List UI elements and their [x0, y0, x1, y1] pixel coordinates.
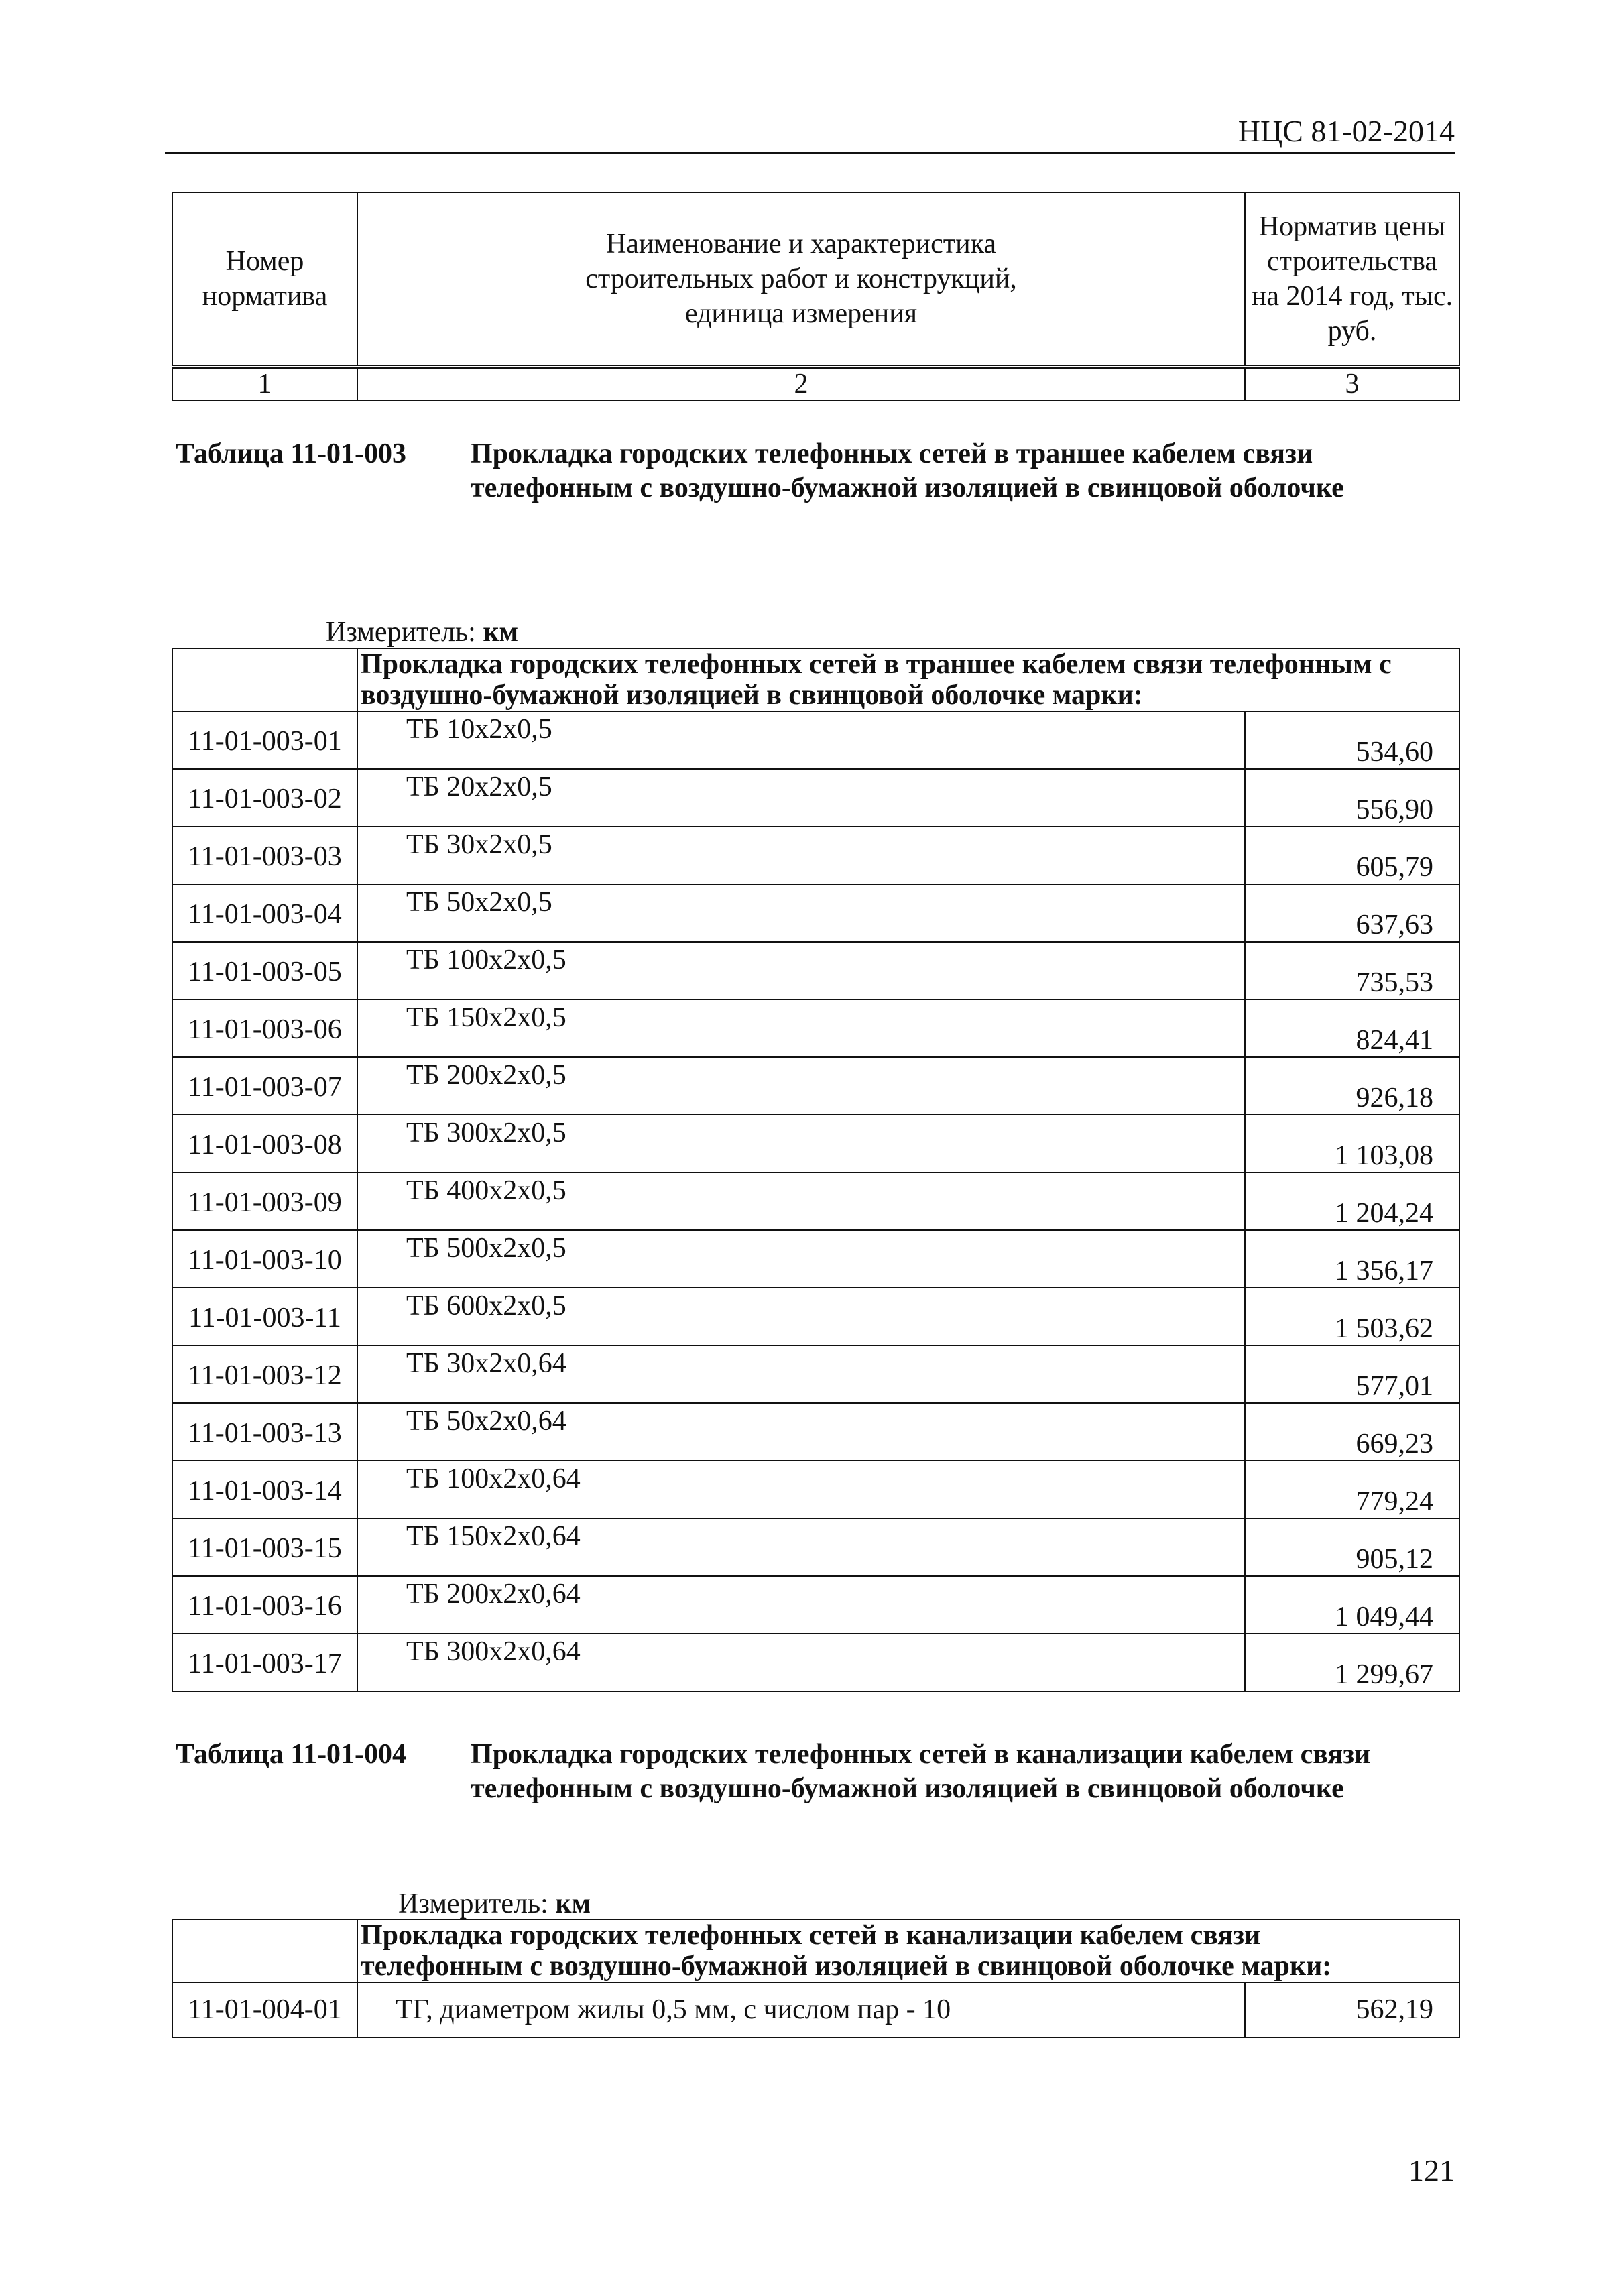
- row-name: ТГ, диаметром жилы 0,5 мм, с числом пар - 10: [357, 1982, 1245, 2037]
- row-code: 11-01-004-01: [172, 1982, 357, 2037]
- row-price: 669,23: [1245, 1403, 1459, 1461]
- row-code: 11-01-003-12: [172, 1345, 357, 1403]
- table2-group-blank: [172, 1919, 357, 1982]
- table1-group-title: Прокладка городских телефонных сетей в траншее кабелем связи телефонным с воздушно-бумажной изоляцией в свинцовой оболочке марки:: [357, 648, 1459, 711]
- table-row: [172, 1576, 1459, 1634]
- row-name: ТБ 200х2х0,5: [357, 1057, 1245, 1115]
- header-num-1: 1: [172, 367, 357, 400]
- table-row: [172, 769, 1459, 827]
- row-name: ТБ 100х2х0,64: [357, 1461, 1245, 1518]
- table2-meter: [398, 1887, 591, 1921]
- table-row: [172, 1634, 1459, 1691]
- header-col-price: Норматив цены строительства на 2014 год, тыс. руб.: [1245, 192, 1459, 367]
- table2-meter-unit: км: [555, 1888, 591, 1919]
- table1-meter-unit: км: [483, 617, 519, 648]
- table-row: [172, 884, 1459, 942]
- row-name: ТБ 300х2х0,64: [357, 1634, 1245, 1691]
- row-code: 11-01-003-14: [172, 1461, 357, 1518]
- row-price: 637,63: [1245, 884, 1459, 942]
- row-name: ТБ 500х2х0,5: [357, 1230, 1245, 1288]
- row-name: ТБ 30х2х0,5: [357, 827, 1245, 884]
- row-price: 1 299,67: [1245, 1634, 1459, 1691]
- row-price: 735,53: [1245, 942, 1459, 1000]
- table-row: [172, 1461, 1459, 1518]
- row-price: 556,90: [1245, 769, 1459, 827]
- row-name: ТБ 200х2х0,64: [357, 1576, 1245, 1634]
- header-num-3: 3: [1245, 367, 1459, 400]
- row-name: ТБ 400х2х0,5: [357, 1172, 1245, 1230]
- row-code: 11-01-003-01: [172, 711, 357, 769]
- row-code: 11-01-003-09: [172, 1172, 357, 1230]
- row-name: ТБ 10х2х0,5: [357, 711, 1245, 769]
- table-row: [172, 942, 1459, 1000]
- row-price: 779,24: [1245, 1461, 1459, 1518]
- table2-data: [172, 1919, 1460, 2038]
- row-name: ТБ 150х2х0,5: [357, 1000, 1245, 1057]
- row-price: 1 049,44: [1245, 1576, 1459, 1634]
- table1-meter: [326, 615, 518, 649]
- header-num-2: 2: [357, 367, 1245, 400]
- row-code: 11-01-003-17: [172, 1634, 357, 1691]
- table2-group-title: Прокладка городских телефонных сетей в канализации кабелем связи телефонным с воздушно-бумажной изоляцией в свинцовой оболочке марки:: [357, 1919, 1459, 1982]
- row-price: 605,79: [1245, 827, 1459, 884]
- row-code: 11-01-003-10: [172, 1230, 357, 1288]
- table-row: [172, 1172, 1459, 1230]
- table1-meter-label: Измеритель:: [326, 617, 476, 648]
- row-code: 11-01-003-11: [172, 1288, 357, 1345]
- table-row: [172, 711, 1459, 769]
- table1-title: Прокладка городских телефонных сетей в траншее кабелем связи телефонным с воздушно-бумажной изоляцией в свинцовой оболочке: [471, 438, 1344, 503]
- row-name: ТБ 100х2х0,5: [357, 942, 1245, 1000]
- table-row: [172, 1057, 1459, 1115]
- document-code: НЦС 81-02-2014: [1238, 114, 1455, 148]
- row-price: 562,19: [1245, 1982, 1459, 2037]
- table-row: [172, 1403, 1459, 1461]
- row-price: 824,41: [1245, 1000, 1459, 1057]
- table-row: [172, 1288, 1459, 1345]
- table1-group-blank: [172, 648, 357, 711]
- table-row: [172, 827, 1459, 884]
- row-name: ТБ 50х2х0,64: [357, 1403, 1245, 1461]
- row-price: 577,01: [1245, 1345, 1459, 1403]
- table-row: [172, 1982, 1459, 2037]
- row-price: 1 356,17: [1245, 1230, 1459, 1288]
- header-col-number: Номер норматива: [172, 192, 357, 367]
- table1-label: Таблица 11-01-003: [176, 438, 407, 469]
- row-code: 11-01-003-08: [172, 1115, 357, 1172]
- row-code: 11-01-003-02: [172, 769, 357, 827]
- row-code: 11-01-003-07: [172, 1057, 357, 1115]
- row-name: ТБ 600х2х0,5: [357, 1288, 1245, 1345]
- table2-title: Прокладка городских телефонных сетей в канализации кабелем связи телефонным с воздушно-бумажной изоляцией в свинцовой оболочке: [471, 1739, 1371, 1804]
- row-price: 905,12: [1245, 1518, 1459, 1576]
- row-price: 926,18: [1245, 1057, 1459, 1115]
- table-row: [172, 1000, 1459, 1057]
- header-col-description: Наименование и характеристика строительных работ и конструкций, единица измерения: [357, 192, 1245, 367]
- row-name: ТБ 50х2х0,5: [357, 884, 1245, 942]
- row-price: 534,60: [1245, 711, 1459, 769]
- row-code: 11-01-003-03: [172, 827, 357, 884]
- row-name: ТБ 300х2х0,5: [357, 1115, 1245, 1172]
- table2-label: Таблица 11-01-004: [176, 1739, 407, 1770]
- header-rule: [165, 152, 1455, 154]
- row-name: ТБ 150х2х0,64: [357, 1518, 1245, 1576]
- table-row: [172, 1345, 1459, 1403]
- row-name: ТБ 20х2х0,5: [357, 769, 1245, 827]
- row-code: 11-01-003-13: [172, 1403, 357, 1461]
- table2-meter-label: Измеритель:: [398, 1888, 548, 1919]
- row-code: 11-01-003-15: [172, 1518, 357, 1576]
- table1-data: [172, 648, 1460, 1692]
- row-price: 1 103,08: [1245, 1115, 1459, 1172]
- row-code: 11-01-003-06: [172, 1000, 357, 1057]
- column-header-table: [172, 192, 1460, 401]
- page-number: 121: [1408, 2153, 1455, 2187]
- table-row: [172, 1518, 1459, 1576]
- row-code: 11-01-003-05: [172, 942, 357, 1000]
- table-row: [172, 1230, 1459, 1288]
- row-price: 1 503,62: [1245, 1288, 1459, 1345]
- row-code: 11-01-003-16: [172, 1576, 357, 1634]
- table-row: [172, 1115, 1459, 1172]
- row-code: 11-01-003-04: [172, 884, 357, 942]
- row-name: ТБ 30х2х0,64: [357, 1345, 1245, 1403]
- row-price: 1 204,24: [1245, 1172, 1459, 1230]
